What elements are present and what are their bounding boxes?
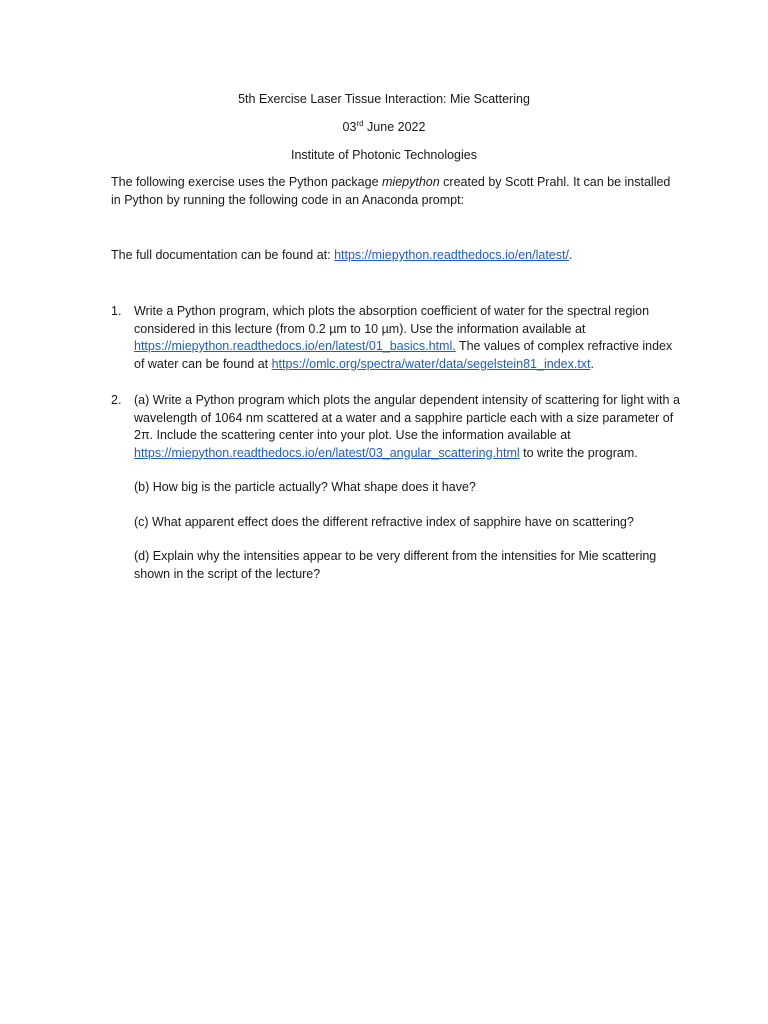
basics-link-text: https://miepython.readthedocs.io/en/latest/01_basics.html. xyxy=(134,339,456,353)
documentation-trailing: . xyxy=(568,248,573,262)
package-name: miepython xyxy=(382,175,440,189)
intro-text-end: created by Scott Prahl. It can be installed in Python by running the following code in an Anaconda prompt: xyxy=(111,175,671,207)
angular-scattering-link[interactable]: https://miepython.readthedocs.io/en/latest/03_angular_scattering.html xyxy=(134,445,520,460)
task-2-part-d: (d) Explain why the intensities appear to be very different from the intensities for Mie scattering shown in the script of the lecture? xyxy=(134,549,657,581)
date-ordinal-suffix: rd xyxy=(356,118,364,128)
documentation-paragraph xyxy=(111,247,681,265)
task-body-2 xyxy=(134,392,682,600)
task-1-text-a: Write a Python program, which plots the absorption coefficient of water for the spectral region considered in this lecture (from 0.2 µm to 10 µm). Use the information available at xyxy=(134,304,650,336)
exercise-date xyxy=(0,119,768,137)
task-2a-text: (a) Write a Python program which plots the angular dependent intensity of scattering for light with a wavelength of 1064 nm scattered at a water and a sapphire particle each with a size parameter of 2π. Include the scattering center into your plot. Use the information available at xyxy=(134,393,680,442)
task-1-text-c: . xyxy=(590,356,594,371)
institute-name: Institute of Photonic Technologies xyxy=(290,148,477,162)
task-2-part-c: (c) What apparent effect does the different refractive index of sapphire have on scattering? xyxy=(134,514,634,529)
documentation-link[interactable]: https://miepython.readthedocs.io/en/latest/ xyxy=(334,248,569,262)
intro-text-start: The following exercise uses the Python package xyxy=(111,175,382,189)
task-2-part-a xyxy=(134,392,682,462)
date-month-year: June 2022 xyxy=(363,120,426,134)
segelstein-link[interactable]: https://omlc.org/spectra/water/data/segelstein81_index.txt xyxy=(271,356,591,371)
task-1-text-b: The values of complex refractive index of water can be found at xyxy=(134,339,673,371)
date-day: 03 xyxy=(342,120,357,134)
task-number-1: 1. xyxy=(111,304,122,318)
basics-link[interactable] xyxy=(134,339,456,353)
task-number-2: 2. xyxy=(111,393,122,407)
exercise-title: 5th Exercise Laser Tissue Interaction: Mie Scattering xyxy=(238,92,530,106)
task-body-1 xyxy=(134,303,682,373)
task-2a-trailing: to write the program. xyxy=(519,445,638,460)
task-2-part-b: (b) How big is the particle actually? What shape does it have? xyxy=(134,480,476,494)
documentation-label: The full documentation can be found at: xyxy=(111,248,335,262)
intro-paragraph xyxy=(111,174,681,209)
